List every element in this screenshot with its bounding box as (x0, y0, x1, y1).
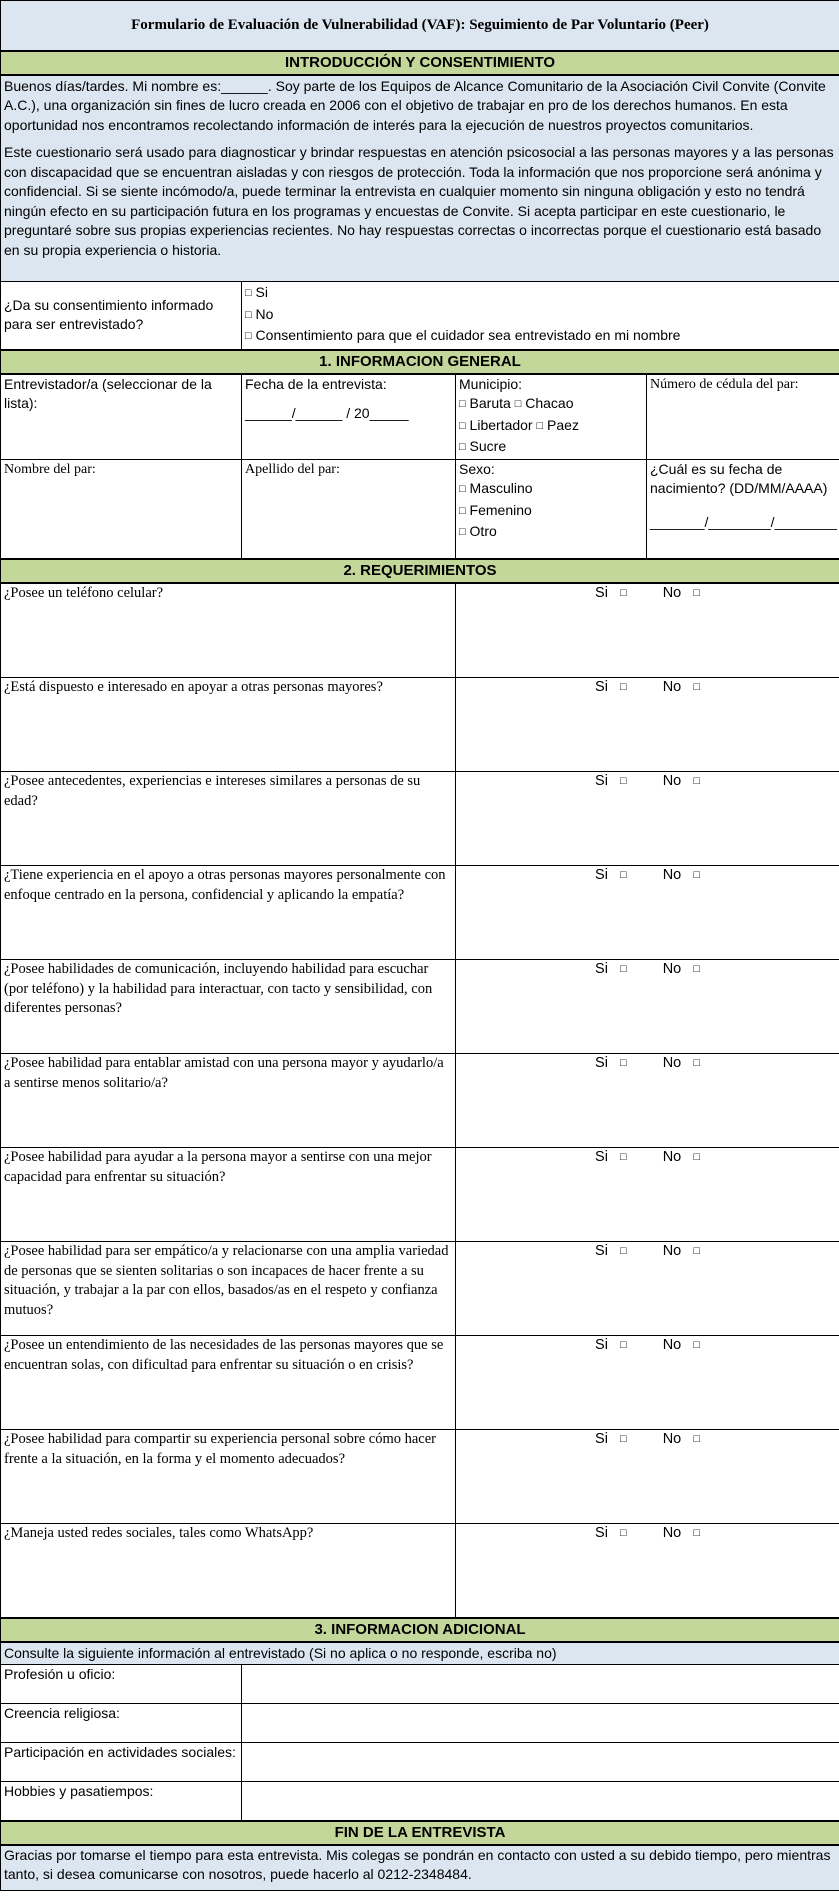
answer-no-option[interactable]: No □ (663, 1336, 700, 1357)
id-number-field[interactable]: Número de cédula del par: (647, 374, 839, 460)
hobbies-label: Hobbies y pasatiempos: (1, 1781, 242, 1821)
consent-question: ¿Da su consentimiento informado para ser entrevistado? (1, 282, 242, 350)
checkbox-icon: □ (620, 1151, 627, 1163)
birth-date-blank: _______/________/________ (650, 513, 837, 530)
checkbox-icon: □ (620, 587, 627, 599)
date-blank: ______/______ / 20_____ (245, 405, 409, 421)
section-intro-heading: INTRODUCCIÓN Y CONSENTIMIENTO (1, 51, 839, 75)
checkbox-icon: □ (620, 681, 627, 693)
answer-no-option[interactable]: No □ (663, 1524, 700, 1545)
section-general-heading: 1. INFORMACION GENERAL (1, 350, 839, 374)
answer-no-option[interactable]: No □ (663, 1430, 700, 1451)
birth-date-field[interactable]: ¿Cuál es su fecha de nacimiento? (DD/MM/AAAA) _______/________/________ (647, 459, 839, 559)
sex-option-other[interactable]: □ Otro (459, 523, 497, 539)
consent-option-yes[interactable]: □ Si (245, 284, 268, 300)
checkbox-icon: □ (536, 419, 544, 432)
requirement-row (1, 583, 839, 678)
checkbox-icon: □ (620, 869, 627, 881)
requirements-list (1, 583, 839, 1618)
sex-option-male[interactable]: □ Masculino (459, 480, 533, 496)
requirement-answer (456, 1524, 839, 1619)
sex-field: Sexo: □ Masculino □ Femenino □ Otro (456, 459, 647, 559)
requirement-answer (456, 1336, 839, 1430)
answer-yes-option[interactable]: Si □ (595, 1054, 627, 1075)
section-requirements-heading: 2. REQUERIMIENTOS (1, 559, 839, 583)
profession-input[interactable] (242, 1664, 839, 1703)
requirement-question: ¿Posee habilidad para ser empático/a y relacionarse con una amplia variedad de personas que se sienten solitarias o son incapaces de hacer frente a su situación, y trabajar a la par con ellos, basados/as en el respeto y confianza mutuos? (1, 1242, 456, 1336)
checkbox-icon: □ (459, 419, 466, 432)
answer-no-option[interactable]: No □ (663, 772, 700, 793)
answer-yes-option[interactable]: Si □ (595, 866, 627, 887)
social-activities-input[interactable] (242, 1742, 839, 1781)
intro-paragraph-1: Buenos días/tardes. Mi nombre es:______. Soy parte de los Equipos de Alcance Comunitario de la Asociación Civil Convite (Convite A.C.), una organización sin fines de lucro creada en 2006 con el objetivo de trabajar en pro de los derechos humanos. En esta oportunidad nos encontramos recolectando información de interés para la ejecución de nuestros proyectos comunitarios. (4, 77, 826, 133)
social-activities-label: Participación en actividades sociales: (1, 1742, 242, 1781)
closing-text: Gracias por tomarse el tiempo para esta entrevista. Mis colegas se pondrán en contacto con usted a su debido tiempo, pero mientras tanto, si desea comunicarse con nosotros, puede hacerlo al 0212-2348484. (1, 1845, 839, 1891)
municipality-option-chacao[interactable]: □ Chacao (514, 395, 574, 411)
requirement-row (1, 1054, 839, 1148)
checkbox-icon: □ (459, 504, 466, 517)
checkbox-icon: □ (693, 1339, 700, 1351)
religion-input[interactable] (242, 1703, 839, 1742)
hobbies-input[interactable] (242, 1781, 839, 1821)
requirement-answer (456, 1054, 839, 1148)
answer-yes-option[interactable]: Si □ (595, 678, 627, 699)
checkbox-icon: □ (620, 1433, 627, 1445)
answer-yes-option[interactable]: Si □ (595, 772, 627, 793)
answer-yes-option[interactable]: Si □ (595, 1148, 627, 1169)
section-end-heading: FIN DE LA ENTREVISTA (1, 1821, 839, 1845)
consent-options (242, 282, 839, 350)
consent-option-caregiver[interactable]: □ Consentimiento para que el cuidador sea entrevistado en mi nombre (245, 327, 681, 343)
checkbox-icon: □ (620, 1527, 627, 1539)
requirement-row (1, 1524, 839, 1619)
requirement-answer (456, 772, 839, 866)
checkbox-icon: □ (693, 1433, 700, 1445)
municipality-option-libertador[interactable]: □ Libertador (459, 416, 533, 433)
checkbox-icon: □ (620, 775, 627, 787)
checkbox-icon: □ (245, 308, 252, 321)
consent-option-no[interactable]: □ No (245, 305, 274, 322)
peer-surname-field[interactable]: Apellido del par: (242, 459, 456, 559)
answer-no-option[interactable]: No □ (663, 584, 700, 605)
answer-no-option[interactable]: No □ (663, 678, 700, 699)
requirement-question: ¿Posee habilidades de comunicación, incluyendo habilidad para escuchar (por teléfono) y la habilidad para interactuar, con tacto y sensibilidad, con diferentes personas? (1, 960, 456, 1054)
answer-no-option[interactable]: No □ (663, 866, 700, 887)
requirement-row (1, 960, 839, 1054)
requirement-row (1, 1430, 839, 1524)
requirement-answer (456, 583, 839, 678)
answer-no-option[interactable]: No □ (663, 1054, 700, 1075)
requirement-question: ¿Maneja usted redes sociales, tales como WhatsApp? (1, 1524, 456, 1619)
answer-yes-option[interactable]: Si □ (595, 1336, 627, 1357)
checkbox-icon: □ (693, 1057, 700, 1069)
checkbox-icon: □ (693, 681, 700, 693)
sex-option-female[interactable]: □ Femenino (459, 501, 532, 518)
requirement-answer (456, 960, 839, 1054)
requirement-answer (456, 1430, 839, 1524)
answer-yes-option[interactable]: Si □ (595, 1430, 627, 1451)
checkbox-icon: □ (459, 526, 466, 538)
requirement-question: ¿Posee un entendimiento de las necesidades de las personas mayores que se encuentran solas, con dificultad para enfrentar su situación o en crisis? (1, 1336, 456, 1430)
checkbox-icon: □ (459, 483, 466, 495)
profession-label: Profesión u oficio: (1, 1664, 242, 1703)
interviewer-field[interactable]: Entrevistador/a (seleccionar de la lista): (1, 374, 242, 460)
checkbox-icon: □ (514, 398, 522, 410)
requirement-question: ¿Posee habilidad para ayudar a la persona mayor a sentirse con una mejor capacidad para enfrentar su situación? (1, 1148, 456, 1242)
checkbox-icon: □ (693, 963, 700, 975)
form-title: Formulario de Evaluación de Vulnerabilidad (VAF): Seguimiento de Par Voluntario (Peer) (1, 1, 839, 51)
checkbox-icon: □ (245, 330, 252, 342)
answer-no-option[interactable]: No □ (663, 960, 700, 981)
requirement-answer (456, 1148, 839, 1242)
requirement-row (1, 1242, 839, 1336)
requirement-row (1, 1148, 839, 1242)
requirement-answer (456, 1242, 839, 1336)
answer-yes-option[interactable]: Si □ (595, 960, 627, 981)
requirement-question: ¿Posee antecedentes, experiencias e intereses similares a personas de su edad? (1, 772, 456, 866)
answer-no-option[interactable]: No □ (663, 1242, 700, 1263)
checkbox-icon: □ (620, 963, 627, 975)
requirement-question: ¿Posee habilidad para entablar amistad con una persona mayor y ayudarlo/a a sentirse menos solitario/a? (1, 1054, 456, 1148)
additional-instruction: Consulte la siguiente información al entrevistado (Si no aplica o no responde, escriba no) (1, 1642, 839, 1664)
checkbox-icon: □ (459, 441, 466, 453)
checkbox-icon: □ (459, 398, 466, 410)
answer-yes-option[interactable]: Si □ (595, 1242, 627, 1263)
checkbox-icon: □ (245, 287, 252, 299)
peer-name-field[interactable]: Nombre del par: (1, 459, 242, 559)
requirement-question: ¿Posee habilidad para compartir su experiencia personal sobre cómo hacer frente a la situación, en la forma y el momento adecuados? (1, 1430, 456, 1524)
municipality-field: Municipio: □ Baruta □ Chacao □ Libertador □ Paez □ Sucre (456, 374, 647, 460)
intro-text (1, 75, 839, 282)
checkbox-icon: □ (693, 775, 700, 787)
answer-yes-option[interactable]: Si □ (595, 584, 627, 605)
interview-date-field[interactable]: Fecha de la entrevista: ______/______ / 20_____ (242, 374, 456, 460)
checkbox-icon: □ (693, 869, 700, 881)
answer-yes-option[interactable]: Si □ (595, 1524, 627, 1545)
section-additional-heading: 3. INFORMACION ADICIONAL (1, 1618, 839, 1642)
municipality-option-paez[interactable]: □ Paez (536, 416, 579, 433)
checkbox-icon: □ (620, 1245, 627, 1257)
checkbox-icon: □ (693, 1527, 700, 1539)
requirement-row (1, 866, 839, 960)
municipality-option-sucre[interactable]: □ Sucre (459, 438, 507, 454)
checkbox-icon: □ (693, 587, 700, 599)
intro-paragraph-2: Este cuestionario será usado para diagnosticar y brindar respuestas en atención psicosocial a las personas mayores y a las personas con discapacidad que se encuentran aisladas y con riesgos de protección. Toda la información que nos proporcione será anónima y confidencial. Si se siente incómodo/a, puede terminar la entrevista en cualquier momento sin ninguna obligación y esto no tendrá ningún efecto en su participación futura en los programas y encuestas de Convite. Si acepta participar en este cuestionario, le preguntaré sobre sus propias experiencias recientes. No hay respuestas correctas o incorrectas porque el cuestionario está basado en su propia experiencia o historia. (4, 144, 834, 258)
checkbox-icon: □ (693, 1245, 700, 1257)
municipality-option-baruta[interactable]: □ Baruta (459, 395, 511, 411)
requirement-question: ¿Posee un teléfono celular? (1, 583, 456, 678)
answer-no-option[interactable]: No □ (663, 1148, 700, 1169)
requirement-row (1, 1336, 839, 1430)
requirement-answer (456, 866, 839, 960)
requirement-question: ¿Está dispuesto e interesado en apoyar a otras personas mayores? (1, 678, 456, 772)
checkbox-icon: □ (620, 1057, 627, 1069)
checkbox-icon: □ (620, 1339, 627, 1351)
religion-label: Creencia religiosa: (1, 1703, 242, 1742)
checkbox-icon: □ (693, 1151, 700, 1163)
requirement-row (1, 772, 839, 866)
requirement-answer (456, 678, 839, 772)
requirement-row (1, 678, 839, 772)
requirement-question: ¿Tiene experiencia en el apoyo a otras personas mayores personalmente con enfoque centrado en la persona, confidencial y aplicando la empatía? (1, 866, 456, 960)
